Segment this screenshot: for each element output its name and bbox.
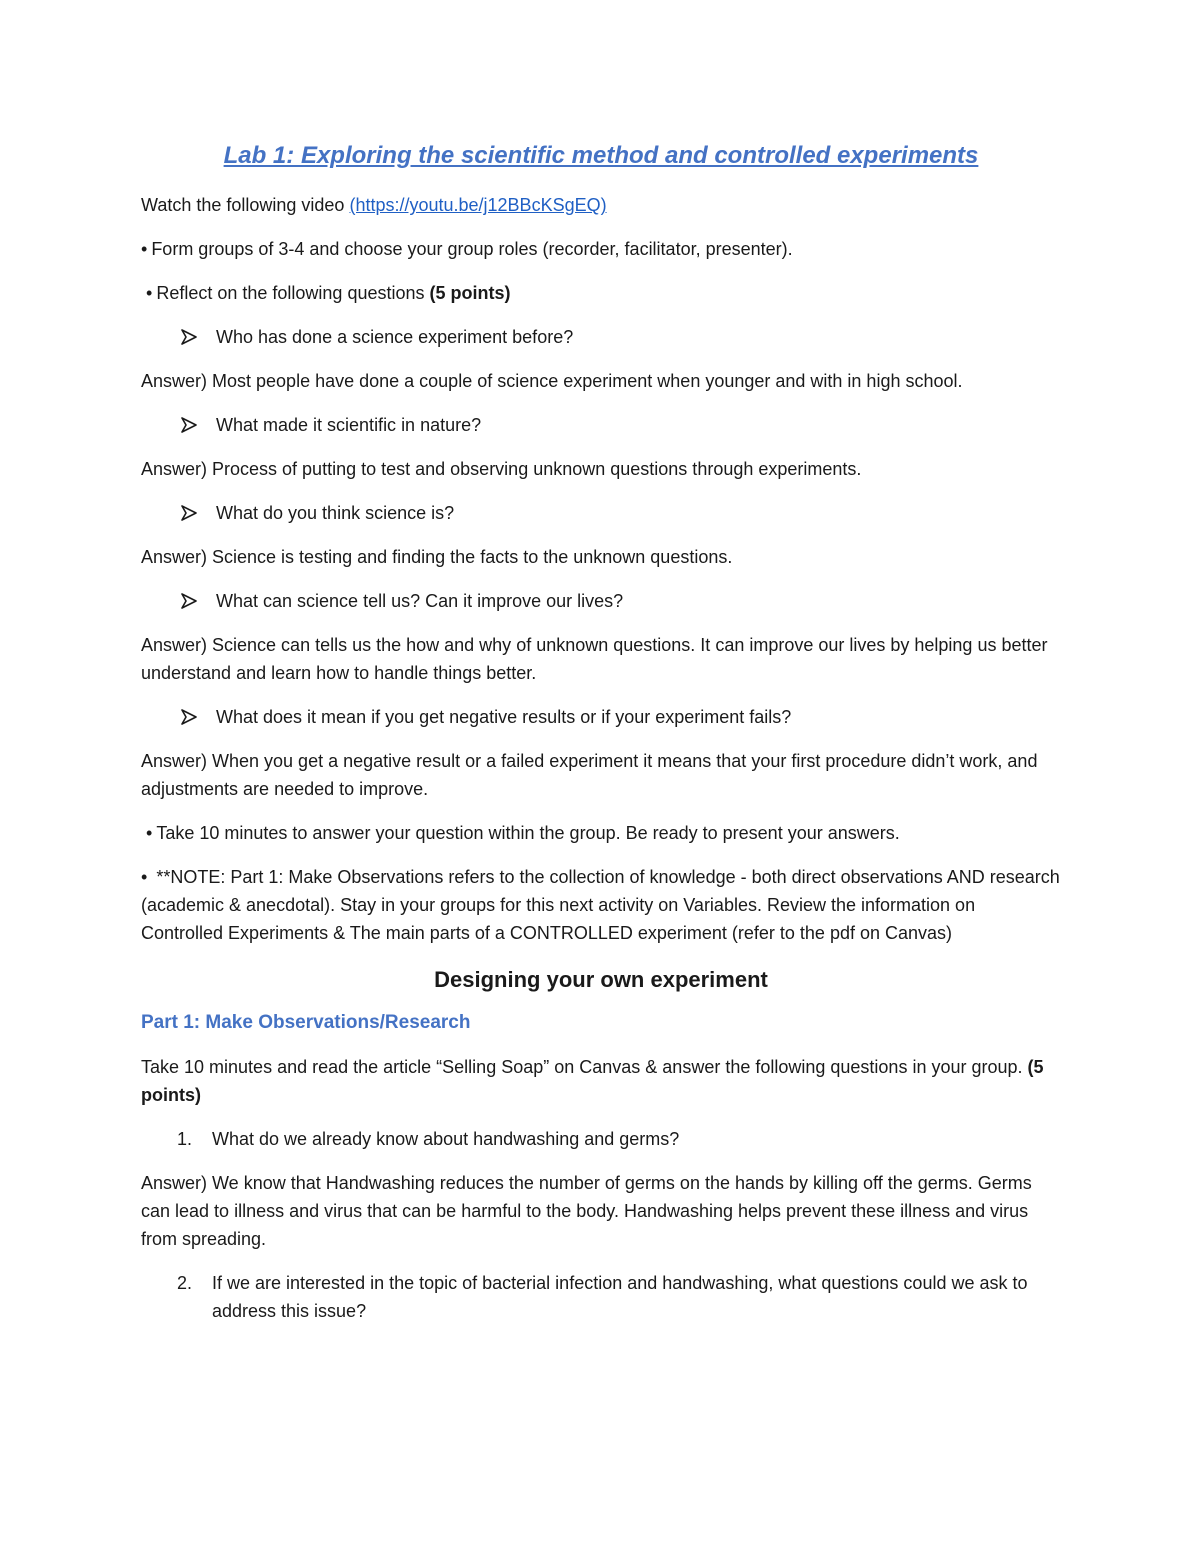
bullet-take-10 (141, 819, 1061, 847)
arrow-bullet-icon (181, 499, 201, 521)
question-text: What made it scientific in nature? (216, 415, 482, 436)
answer-text: Answer) Most people have done a couple of science experiment when younger and with in high school. (141, 371, 963, 392)
question-text: If we are interested in the topic of bacterial infection and handwashing, what questions could we ask to address this issue? (212, 1273, 1028, 1322)
arrow-bullet-icon (181, 587, 201, 609)
question-text: Who has done a science experiment before? (216, 327, 574, 348)
answer-text: Answer) Science is testing and finding the facts to the unknown questions. (141, 547, 733, 568)
document-page (141, 140, 1061, 1341)
question-item (141, 587, 1061, 615)
part-1-instructions-text: Take 10 minutes and read the article “Selling Soap” on Canvas & answer the following questions in your group. (141, 1057, 1028, 1078)
bullet-note (141, 863, 1061, 947)
answer-text: Answer) Science can tells us the how and why of unknown questions. It can improve our lives by helping us better understand and learn how to handle things better. (141, 635, 1048, 684)
bullet-note-text: **NOTE: Part 1: Make Observations refers to the collection of knowledge - both direct observations AND research (academic & anecdotal). Stay in your groups for this next activity on Variables. Review the information on Controlled Experiments & The main parts of a CONTROLLED experiment (refer to the pdf on Canvas) (141, 867, 1060, 944)
bullet-reflect (141, 279, 1061, 307)
question-item (141, 499, 1061, 527)
question-item (141, 703, 1061, 731)
bullet-icon: • (146, 283, 153, 304)
question-text: What can science tell us? Can it improve our lives? (216, 591, 624, 612)
question-text: What do we already know about handwashing and germs? (212, 1129, 680, 1150)
intro-text: Watch the following video (141, 195, 350, 216)
answer-text: Answer) We know that Handwashing reduces the number of germs on the hands by killing off the germs. Germs can lead to illness and virus that can be harmful to the body. Handwashing helps prevent these illness and virus from spreading. (141, 1173, 1032, 1250)
question-item (141, 323, 1061, 351)
part-1-heading: Part 1: Make Observations/Research (141, 1012, 471, 1034)
question-number: 2. (177, 1273, 193, 1294)
numbered-question (141, 1125, 1061, 1153)
answer-text: Answer) Process of putting to test and observing unknown questions through experiments. (141, 459, 862, 480)
page-title: Lab 1: Exploring the scientific method and controlled experiments (223, 142, 979, 169)
answer-text: Answer) When you get a negative result or a failed experiment it means that your first procedure didn’t work, and adjustments are needed to improve. (141, 751, 1038, 800)
bullet-form-groups (141, 235, 1061, 263)
numbered-question (141, 1269, 1061, 1325)
question-text: What does it mean if you get negative results or if your experiment fails? (216, 707, 792, 728)
points-label: (5 points) (429, 283, 511, 304)
question-text: What do you think science is? (216, 503, 455, 524)
bullet-take-10-text: Take 10 minutes to answer your question within the group. Be ready to present your answers. (156, 823, 900, 844)
intro-line (141, 191, 1061, 219)
bullet-icon: • (146, 823, 153, 844)
arrow-bullet-icon (181, 323, 201, 345)
question-number: 1. (177, 1129, 193, 1150)
points-label: (5 points) (141, 1057, 1044, 1106)
arrow-bullet-icon (181, 703, 201, 725)
bullet-reflect-text: Reflect on the following questions (156, 283, 430, 304)
section-heading: Designing your own experiment (434, 967, 768, 993)
bullet-form-groups-text: Form groups of 3-4 and choose your group roles (recorder, facilitator, presenter). (151, 239, 793, 260)
question-item (141, 411, 1061, 439)
video-link[interactable]: (https://youtu.be/j12BBcKSgEQ) (349, 195, 607, 216)
arrow-bullet-icon (181, 411, 201, 433)
bullet-icon: • (141, 867, 148, 888)
part-1-instructions (141, 1053, 1061, 1109)
bullet-icon: • (141, 239, 148, 260)
